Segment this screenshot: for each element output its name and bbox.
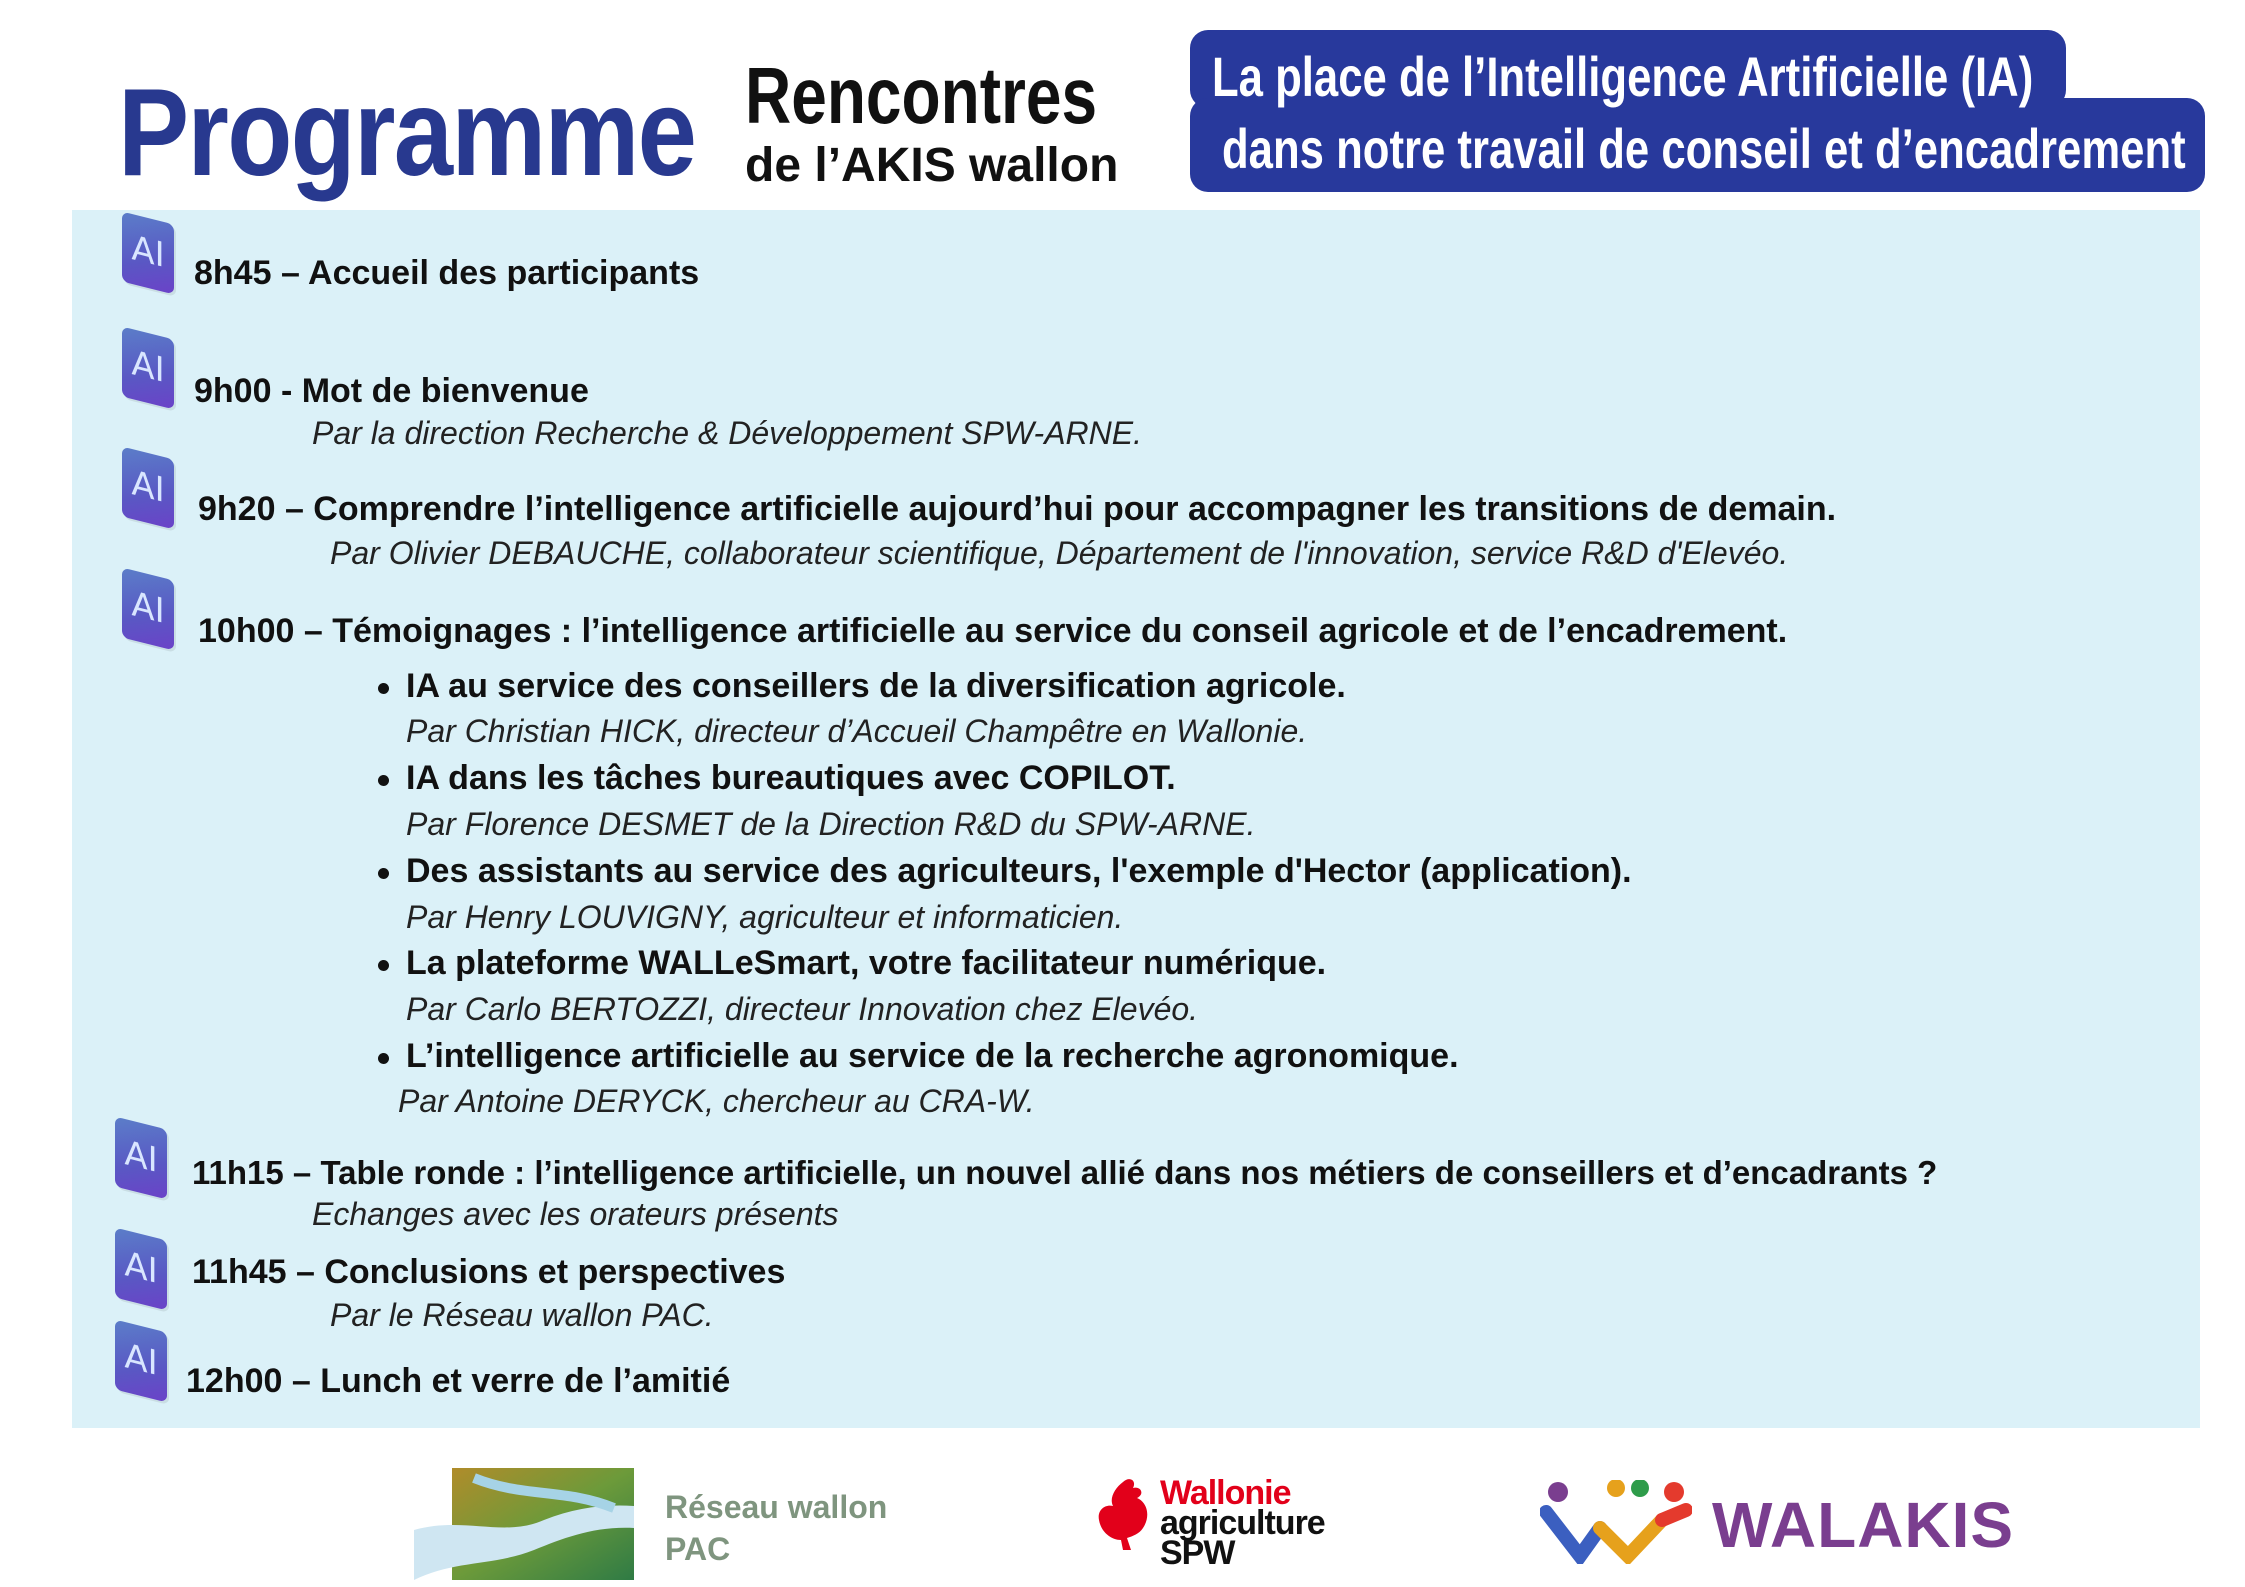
reseau-wallon-pac-name <box>665 1486 887 1570</box>
schedule-item-title: 11h15 – Table ronde : l’intelligence artificielle, un nouvel allié dans nos métiers de conseillers et d’encadrants ? <box>192 1154 1938 1191</box>
page-title: Programme <box>118 64 696 202</box>
reseau-wallon-pac-logo <box>414 1468 634 1580</box>
testimonial-title: L’intelligence artificielle au service de la recherche agronomique. <box>406 1037 1459 1075</box>
wallonie-line-1: Wallonie <box>1160 1474 1291 1512</box>
schedule-item-title: 12h00 – Lunch et verre de l’amitié <box>186 1362 731 1400</box>
ai-icon: AI <box>122 327 174 410</box>
ai-icon: AI <box>115 1228 167 1311</box>
schedule-item-title: 9h00 - Mot de bienvenue <box>194 372 589 410</box>
theme-line-2: dans notre travail de conseil et d’encadrement <box>1222 117 2186 180</box>
event-name: Rencontres <box>745 51 1098 140</box>
bullet <box>378 1053 389 1064</box>
testimonial-speaker: Par Christian HICK, directeur d’Accueil Champêtre en Wallonie. <box>406 713 1308 749</box>
reseau-line-2: PAC <box>665 1531 731 1567</box>
ai-icon: AI <box>122 447 174 530</box>
wallonie-rooster-logo <box>1093 1476 1157 1556</box>
wallonie-line-2: agriculture <box>1160 1504 1325 1542</box>
schedule-item-speaker: Par le Réseau wallon PAC. <box>330 1297 714 1333</box>
theme-line-1: La place de l’Intelligence Artificielle (IA) <box>1212 45 2034 108</box>
testimonial-speaker: Par Henry LOUVIGNY, agriculteur et informaticien. <box>406 899 1124 935</box>
schedule-item-speaker: Par la direction Recherche & Développement SPW-ARNE. <box>312 415 1142 451</box>
testimonial-speaker: Par Carlo BERTOZZI, directeur Innovation chez Elevéo. <box>406 991 1199 1027</box>
schedule-item-title: 8h45 – Accueil des participants <box>194 254 700 292</box>
walakis-logo-mark <box>1540 1480 1692 1564</box>
testimonial-speaker: Par Florence DESMET de la Direction R&D du SPW-ARNE. <box>406 806 1256 842</box>
testimonial-title: IA dans les tâches bureautiques avec COPILOT. <box>406 759 1176 797</box>
walakis-name: WALAKIS <box>1712 1489 2015 1561</box>
schedule-item-title: 9h20 – Comprendre l’intelligence artificielle aujourd’hui pour accompagner les transitions de demain. <box>198 490 1837 528</box>
wallonie-line-3: SPW <box>1160 1534 1235 1572</box>
schedule-item-speaker: Echanges avec les orateurs présents <box>312 1196 839 1232</box>
testimonial-title: Des assistants au service des agriculteurs, l'exemple d'Hector (application). <box>406 852 1632 890</box>
ai-icon: AI <box>115 1320 167 1403</box>
wallonie-agriculture-spw <box>1160 1474 1325 1572</box>
bullet <box>378 960 389 971</box>
testimonial-title: La plateforme WALLeSmart, votre facilitateur numérique. <box>406 944 1327 982</box>
schedule-item-title: 11h45 – Conclusions et perspectives <box>192 1253 786 1291</box>
schedule-item-speaker: Par Olivier DEBAUCHE, collaborateur scientifique, Département de l'innovation, service R&D d'Elevéo. <box>330 535 1789 571</box>
bullet <box>378 683 389 694</box>
testimonial-speaker: Par Antoine DERYCK, chercheur au CRA-W. <box>398 1083 1035 1119</box>
bullet <box>378 775 389 786</box>
ai-icon: AI <box>115 1117 167 1200</box>
ai-icon: AI <box>122 212 174 295</box>
bullet <box>378 868 389 879</box>
ai-icon: AI <box>122 568 174 651</box>
event-subtitle: de l’AKIS wallon <box>745 139 1119 192</box>
testimonial-title: IA au service des conseillers de la diversification agricole. <box>406 667 1346 705</box>
schedule-item-title: 10h00 – Témoignages : l’intelligence artificielle au service du conseil agricole et de l’encadrement. <box>198 612 1788 650</box>
reseau-line-1: Réseau wallon <box>665 1489 888 1525</box>
